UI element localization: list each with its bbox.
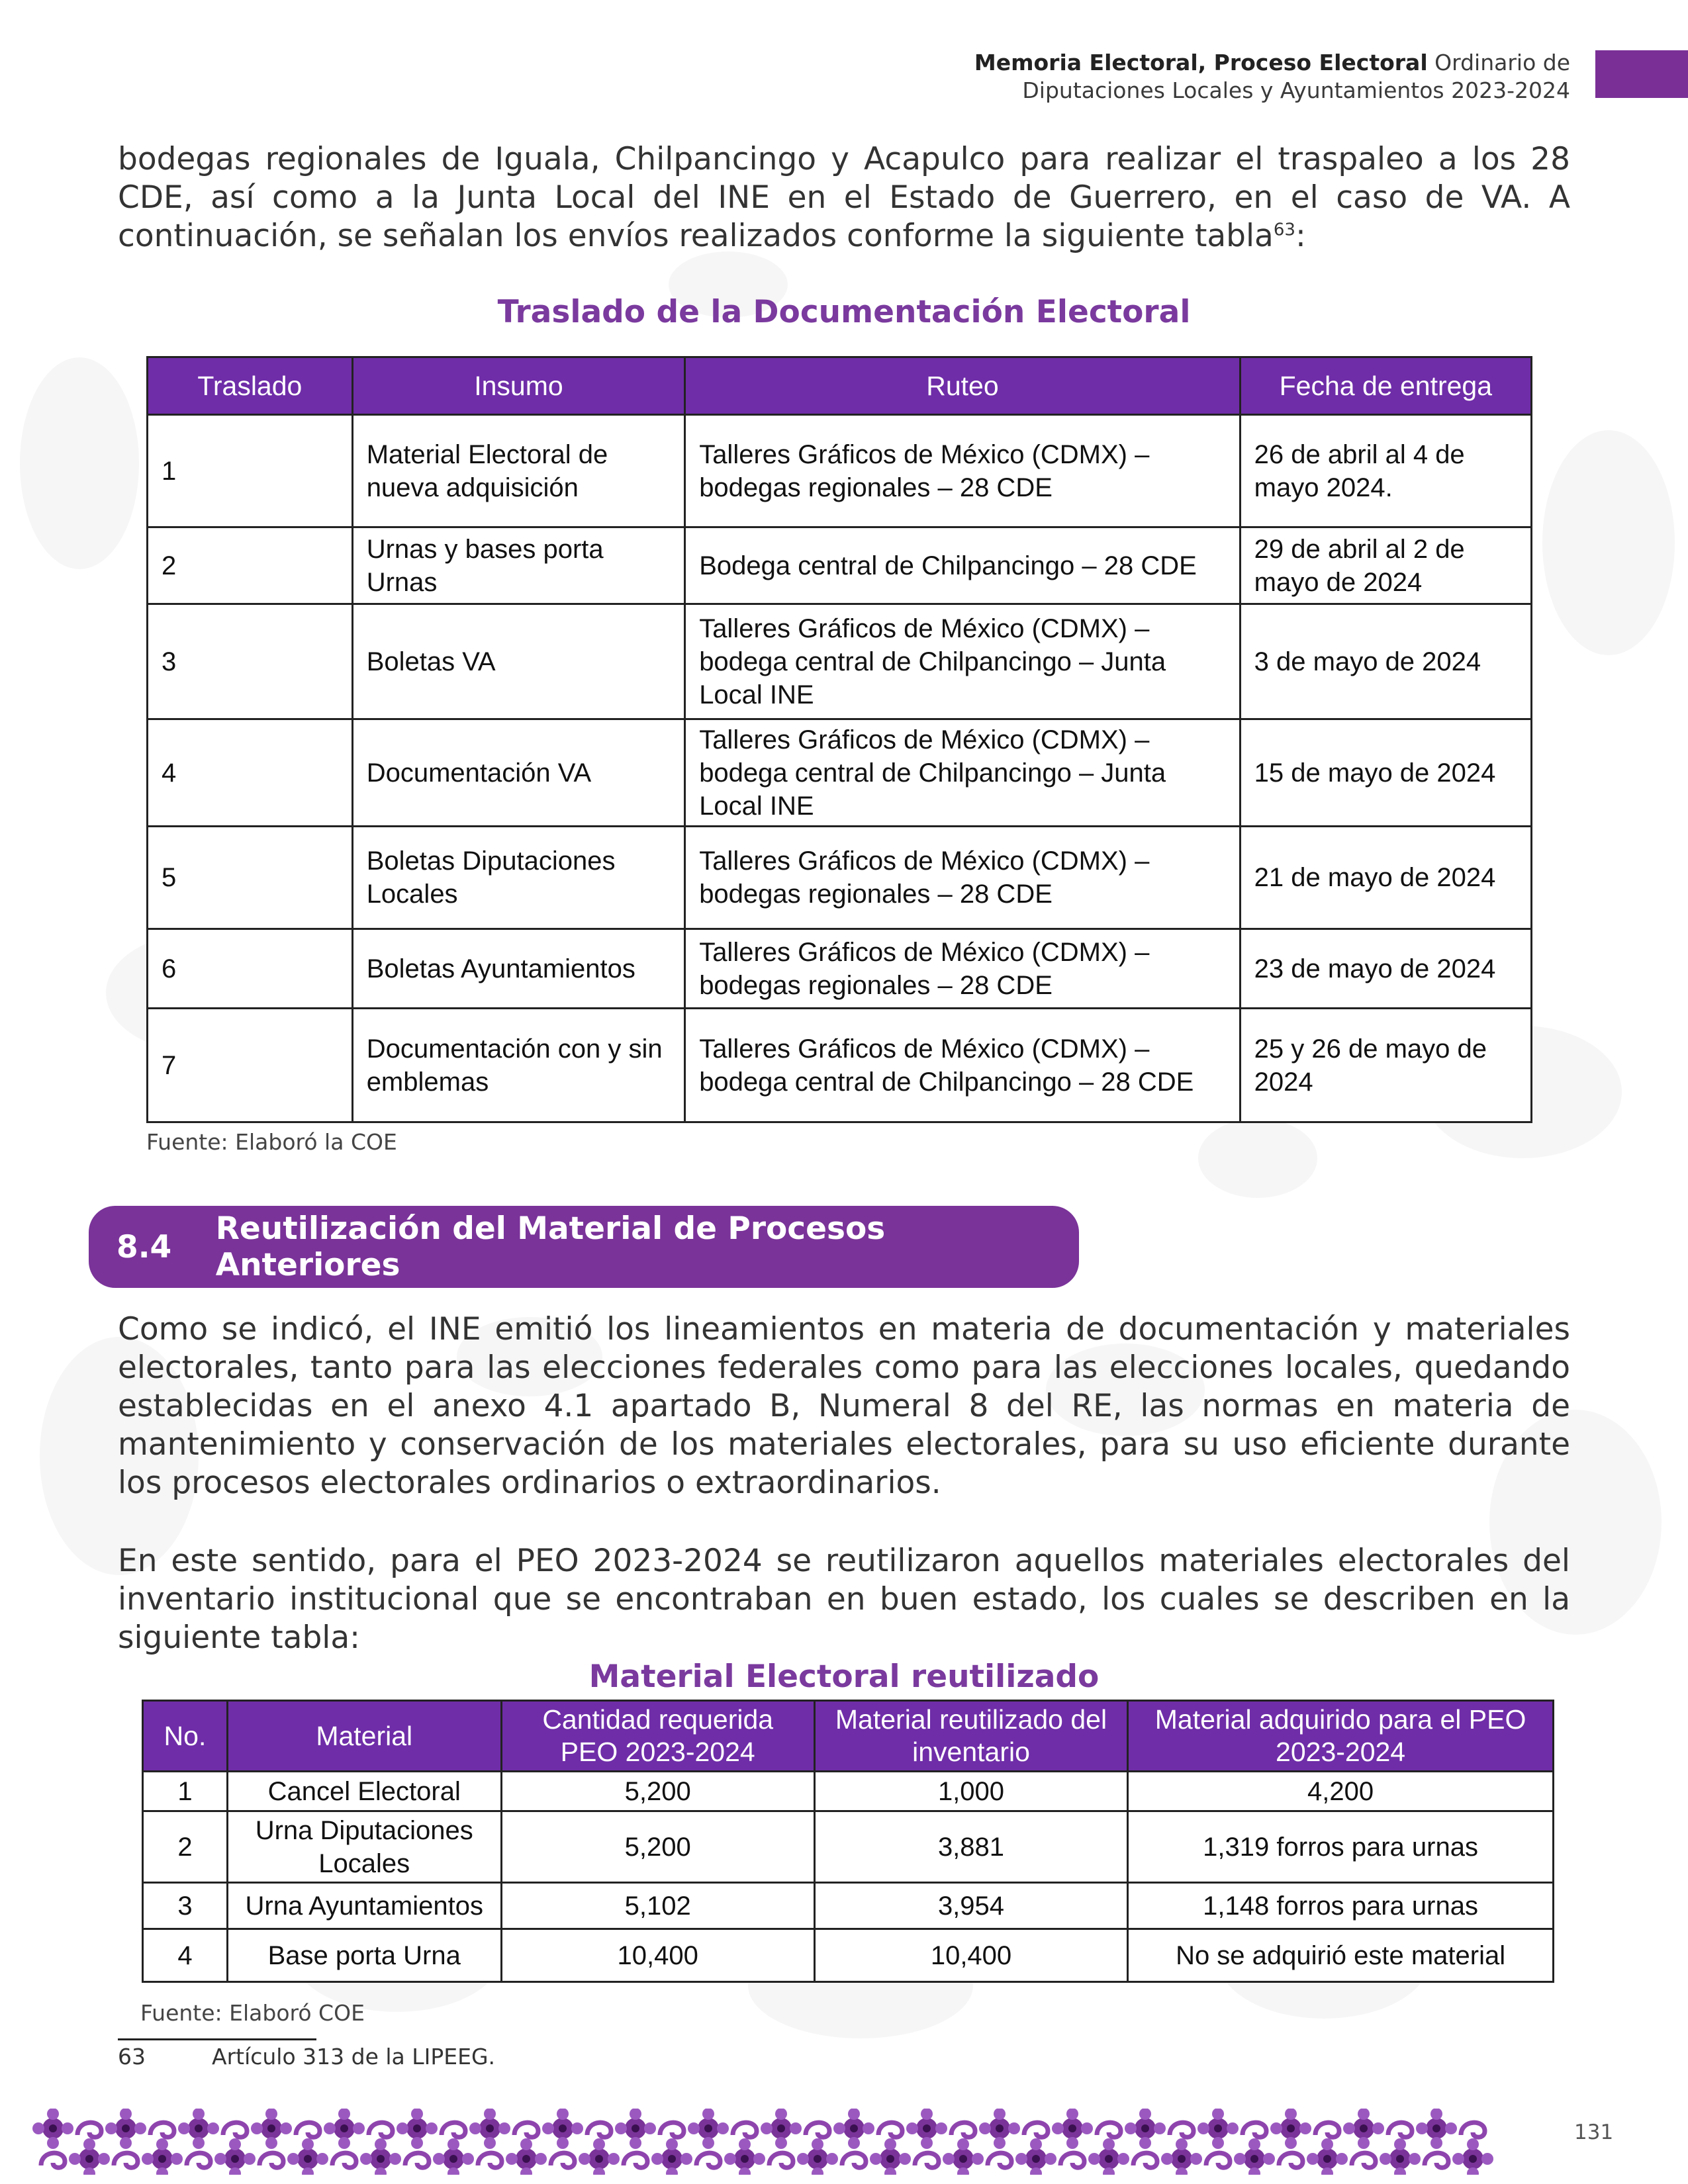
table-row [148,929,1532,1009]
table-cell: 2 [148,527,353,604]
table-row [148,827,1532,929]
table-row [143,1883,1554,1929]
paragraph-materials-guidelines: Como se indicó, el INE emitió los lineamientos en materia de documentación y materiales electorales, tanto para las elecciones federales como para las elecciones locales, quedando establecidas en el anexo 4.1 apartado B, Numeral 8 del RE, las normas en materia de mantenimiento y conservación de los materiales electorales, para su uso eficiente durante los procesos electorales ordinarios o extraordinarios. [118,1311,1570,1501]
footnote-text: Artículo 313 de la LIPEEG. [212,2044,496,2070]
table-cell: 29 de abril al 2 de mayo de 2024 [1240,527,1531,604]
embroidery-border-decoration [26,2109,1503,2175]
table-cell: Material Electoral de nueva adquisición [352,415,685,527]
table1-title: Traslado de la Documentación Electoral [497,294,1191,330]
table-cell: 5,102 [501,1883,814,1929]
table-cell: 26 de abril al 4 de mayo 2024. [1240,415,1531,527]
table-cell: Base porta Urna [227,1929,501,1982]
table-row [143,1811,1554,1883]
header-cell: Material [227,1701,501,1772]
header-cell: Cantidad requerida PEO 2023-2024 [501,1701,814,1772]
table-cell: Talleres Gráficos de México (CDMX) – bodegas regionales – 28 CDE [685,827,1240,929]
table-cell: 21 de mayo de 2024 [1240,827,1531,929]
table-cell: Bodega central de Chilpancingo – 28 CDE [685,527,1240,604]
table-cell: Talleres Gráficos de México (CDMX) – bodegas regionales – 28 CDE [685,929,1240,1009]
table-cell: Talleres Gráficos de México (CDMX) – bodega central de Chilpancingo – 28 CDE [685,1009,1240,1122]
table-cell: Urna Diputaciones Locales [227,1811,501,1883]
header-cell: Material adquirido para el PEO 2023-2024 [1128,1701,1554,1772]
table-cell: 1,000 [814,1772,1127,1811]
header-bold: Memoria Electoral, Proceso Electoral [974,50,1428,75]
table-cell: Talleres Gráficos de México (CDMX) – bodegas regionales – 28 CDE [685,415,1240,527]
table-cell: Cancel Electoral [227,1772,501,1811]
footnote-number: 63 [118,2044,146,2070]
section-heading [89,1206,1079,1288]
table-cell: 3 [143,1883,228,1929]
table-cell: Talleres Gráficos de México (CDMX) – bodega central de Chilpancingo – Junta Local INE [685,719,1240,827]
section-title: Reutilización del Material de Procesos Anteriores [215,1210,886,1283]
table-cell: 5,200 [501,1772,814,1811]
table-cell: Documentación con y sin emblemas [352,1009,685,1122]
page-number: 131 [1574,2120,1614,2144]
table-header-row [148,357,1532,415]
running-header [974,49,1570,105]
table-header-row [143,1701,1554,1772]
table2-source: Fuente: Elaboró COE [140,2000,365,2026]
intro-end: : [1295,218,1306,254]
table1-source: Fuente: Elaboró la COE [146,1129,397,1155]
table-cell: 5 [148,827,353,929]
table-cell: 3,954 [814,1883,1127,1929]
header-cell: Fecha de entrega [1240,357,1531,415]
table-cell: 25 y 26 de mayo de 2024 [1240,1009,1531,1122]
paragraph-reused-materials: En este sentido, para el PEO 2023-2024 se reutilizaron aquellos materiales electorales del inventario institucional que se encontraban en buen estado, los cuales se describen en la siguiente tabla: [118,1543,1570,1656]
table-cell: Boletas Ayuntamientos [352,929,685,1009]
header-line2: Diputaciones Locales y Ayuntamientos 2023-2024 [1022,77,1570,103]
footnote-divider [118,2038,316,2040]
table-cell: Urna Ayuntamientos [227,1883,501,1929]
header-cell: Traslado [148,357,353,415]
table-cell: 4,200 [1128,1772,1554,1811]
table-cell: 10,400 [501,1929,814,1982]
header-color-tab [1595,50,1688,98]
table-cell: 1 [143,1772,228,1811]
table-cell: 4 [148,719,353,827]
table-cell: 5,200 [501,1811,814,1883]
footnote-ref[interactable]: 63 [1273,220,1295,240]
table-cell: Documentación VA [352,719,685,827]
table-cell: 3 [148,604,353,719]
table-cell: 10,400 [814,1929,1127,1982]
header-rest: Ordinario de [1427,50,1570,75]
table-cell: 1,148 forros para urnas [1128,1883,1554,1929]
table2-title: Material Electoral reutilizado [588,1659,1100,1695]
table-row [148,527,1532,604]
header-cell: Ruteo [685,357,1240,415]
transfer-table [146,356,1532,1123]
section-number: 8.4 [117,1228,172,1265]
table-cell: 6 [148,929,353,1009]
intro-text: bodegas regionales de Iguala, Chilpancingo y Acapulco para realizar el traspaleo a los 28 CDE, así como a la Junta Local del INE en el Estado de Guerrero, en el caso de VA. A continuación, se señalan los envíos realizados conforme la siguiente tabla [118,141,1570,254]
table-row [143,1772,1554,1811]
header-cell: No. [143,1701,228,1772]
table-cell: 7 [148,1009,353,1122]
table-cell: Urnas y bases porta Urnas [352,527,685,604]
table-row [148,604,1532,719]
table-row [143,1929,1554,1982]
table-cell: Boletas Diputaciones Locales [352,827,685,929]
table-row [148,1009,1532,1122]
table-cell: 3 de mayo de 2024 [1240,604,1531,719]
table-cell: 23 de mayo de 2024 [1240,929,1531,1009]
table-cell: No se adquirió este material [1128,1929,1554,1982]
table-cell: 15 de mayo de 2024 [1240,719,1531,827]
header-cell: Insumo [352,357,685,415]
table-cell: 3,881 [814,1811,1127,1883]
intro-paragraph [118,140,1570,255]
header-cell: Material reutilizado del inventario [814,1701,1127,1772]
table-row [148,719,1532,827]
table-row [148,415,1532,527]
table-cell: 1 [148,415,353,527]
table-cell: Talleres Gráficos de México (CDMX) – bodega central de Chilpancingo – Junta Local INE [685,604,1240,719]
table-cell: 2 [143,1811,228,1883]
table-cell: Boletas VA [352,604,685,719]
table-cell: 1,319 forros para urnas [1128,1811,1554,1883]
table-cell: 4 [143,1929,228,1982]
reused-material-table [142,1700,1554,1983]
footnote [118,2044,495,2070]
